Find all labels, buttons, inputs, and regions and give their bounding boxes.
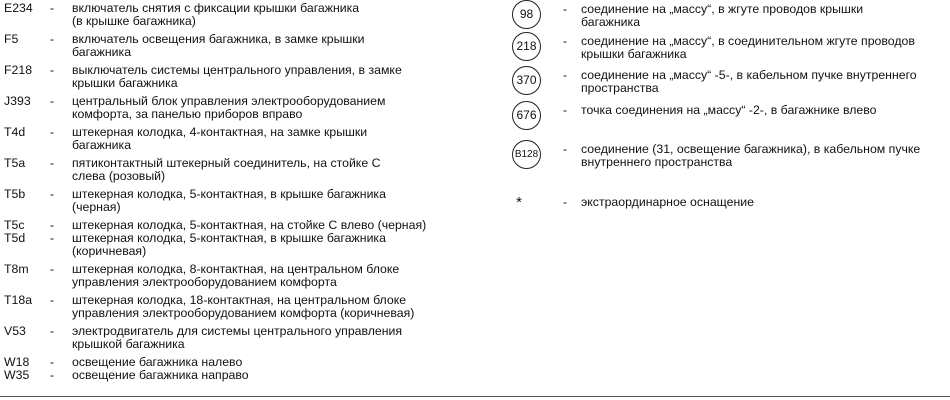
component-code: W18 (4, 355, 30, 369)
separator-dash: - (50, 32, 55, 46)
legend-item-t18a (4, 294, 474, 320)
description-line: комфорта, за панелью приборов вправо (72, 107, 303, 121)
component-code: E234 (4, 1, 33, 15)
footnote-description: экстраординарное оснащение (581, 195, 754, 209)
legend-item-f218 (4, 64, 474, 90)
component-description (72, 126, 474, 152)
separator-dash: - (50, 125, 55, 139)
separator-dash: - (50, 293, 55, 307)
ground-number-circle: 98 (512, 0, 541, 29)
connector-description (581, 140, 950, 169)
separator-dash: - (50, 368, 55, 382)
description-line: соединение на „массу“, в жгуте проводов крышки (581, 2, 864, 16)
description-line: штекерная колодка, 5-контактная, в крышке багажника (72, 231, 386, 245)
component-code: T8m (4, 262, 29, 276)
component-code: T5d (4, 231, 26, 245)
component-description (72, 64, 474, 90)
description-line: багажника (581, 15, 641, 29)
separator-dash: - (50, 63, 55, 77)
component-code: T5b (4, 187, 26, 201)
ground-description (581, 0, 950, 29)
description-line: включатель снятия с фиксации крышки багажника (72, 1, 360, 15)
description-line: (черная) (72, 200, 121, 214)
component-code: V53 (4, 324, 26, 338)
legend-item-f5 (4, 33, 474, 59)
separator-dash: - (563, 2, 568, 16)
description-line: багажника (72, 45, 132, 59)
description-line: соединение (31, освещение багажника), в кабельном пучке (581, 142, 921, 156)
description-line: багажника (72, 138, 132, 152)
component-code: T4d (4, 125, 26, 139)
legend-item-j393 (4, 95, 474, 121)
separator-dash: - (50, 1, 55, 15)
component-code: W35 (4, 368, 30, 382)
description-line: штекерная колодка, 5-контактная, на стойке C влево (черная) (72, 218, 427, 232)
ground-number-circle: 676 (512, 101, 541, 130)
description-line: слева (розовый) (72, 169, 166, 183)
description-line: штекерная колодка, 5-контактная, в крышке багажника (72, 187, 386, 201)
ground-point-218 (512, 32, 950, 61)
legend-item-t8m (4, 263, 474, 289)
separator-dash: - (563, 103, 568, 117)
description-line: освещение багажника налево (72, 355, 243, 369)
description-line: выключатель системы центрального управления, в замке (72, 63, 402, 77)
legend-item-e234 (4, 2, 474, 28)
description-line: штекерная колодка, 4-контактная, на замке крышки (72, 125, 368, 139)
component-description (72, 325, 474, 351)
description-line: пространства (581, 81, 659, 95)
separator-dash: - (50, 156, 55, 170)
separator-dash: - (563, 195, 568, 209)
legend-item-v53 (4, 325, 474, 351)
description-line: крышкой багажника (72, 337, 185, 351)
description-line: управления электрооборудованием комфорта (коричневая) (72, 306, 415, 320)
component-code: T18a (4, 293, 33, 307)
ground-point-98 (512, 0, 950, 29)
component-description (72, 188, 474, 214)
description-line: крышки багажника (72, 76, 178, 90)
footnote-extra-equipment (512, 196, 950, 209)
connector-number-circle: B128 (512, 140, 541, 169)
separator-dash: - (563, 34, 568, 48)
separator-dash: - (50, 262, 55, 276)
description-line: (коричневая) (72, 244, 147, 258)
separator-dash: - (50, 94, 55, 108)
component-code: F218 (4, 63, 33, 77)
ground-description (581, 66, 950, 95)
legend-item-t5b (4, 188, 474, 214)
description-line: соединение на „массу“, в соединительном жгуте проводов (581, 34, 915, 48)
component-code: F5 (4, 32, 19, 46)
legend-item-w35 (4, 369, 474, 382)
bottom-divider (0, 396, 950, 397)
separator-dash: - (563, 68, 568, 82)
separator-dash: - (50, 231, 55, 245)
description-line: штекерная колодка, 8-контактная, на центральном блоке (72, 262, 400, 276)
ground-point-370 (512, 66, 950, 95)
separator-dash: - (50, 187, 55, 201)
description-line: электродвигатель для системы центрального управления (72, 324, 403, 338)
component-code: T5a (4, 156, 26, 170)
component-code: T5c (4, 218, 25, 232)
connector-b128 (512, 140, 950, 169)
description-line: пятиконтактный штекерный соединитель, на стойке C (72, 156, 381, 170)
component-description (72, 95, 474, 121)
component-description (72, 369, 474, 382)
separator-dash: - (563, 142, 568, 156)
description-line: внутреннего пространства (581, 155, 733, 169)
component-code: J393 (4, 94, 31, 108)
description-line: соединение на „массу“ -5-, в кабельном пучке внутреннего (581, 68, 917, 82)
ground-point-676 (512, 101, 950, 130)
asterisk-symbol: * (516, 194, 522, 211)
ground-number-circle: 218 (512, 32, 541, 61)
component-description (72, 263, 474, 289)
separator-dash: - (50, 218, 55, 232)
legend-item-t5a (4, 157, 474, 183)
separator-dash: - (50, 324, 55, 338)
component-description (72, 2, 474, 28)
description-line: включатель освещения багажника, в замке крышки (72, 32, 365, 46)
legend-item-t5d (4, 232, 474, 258)
description-line: управления электрооборудованием комфорта (72, 275, 337, 289)
description-line: штекерная колодка, 18-контактная, на центральном блоке (72, 293, 407, 307)
separator-dash: - (50, 355, 55, 369)
legend-item-t4d (4, 126, 474, 152)
description-line: центральный блок управления электрооборудованием (72, 94, 386, 108)
component-description (72, 294, 474, 320)
component-description (72, 33, 474, 59)
component-description (72, 232, 474, 258)
description-line: освещение багажника направо (72, 368, 249, 382)
description-line: крышки багажника (581, 47, 687, 61)
ground-number-circle: 370 (512, 66, 541, 95)
description-line: точка соединения на „массу“ -2-, в багажнике влево (581, 103, 877, 117)
ground-description (581, 32, 950, 61)
component-description (72, 157, 474, 183)
ground-description (581, 101, 950, 117)
legend-left-column (4, 2, 474, 382)
description-line: (в крышке багажника) (72, 14, 196, 28)
